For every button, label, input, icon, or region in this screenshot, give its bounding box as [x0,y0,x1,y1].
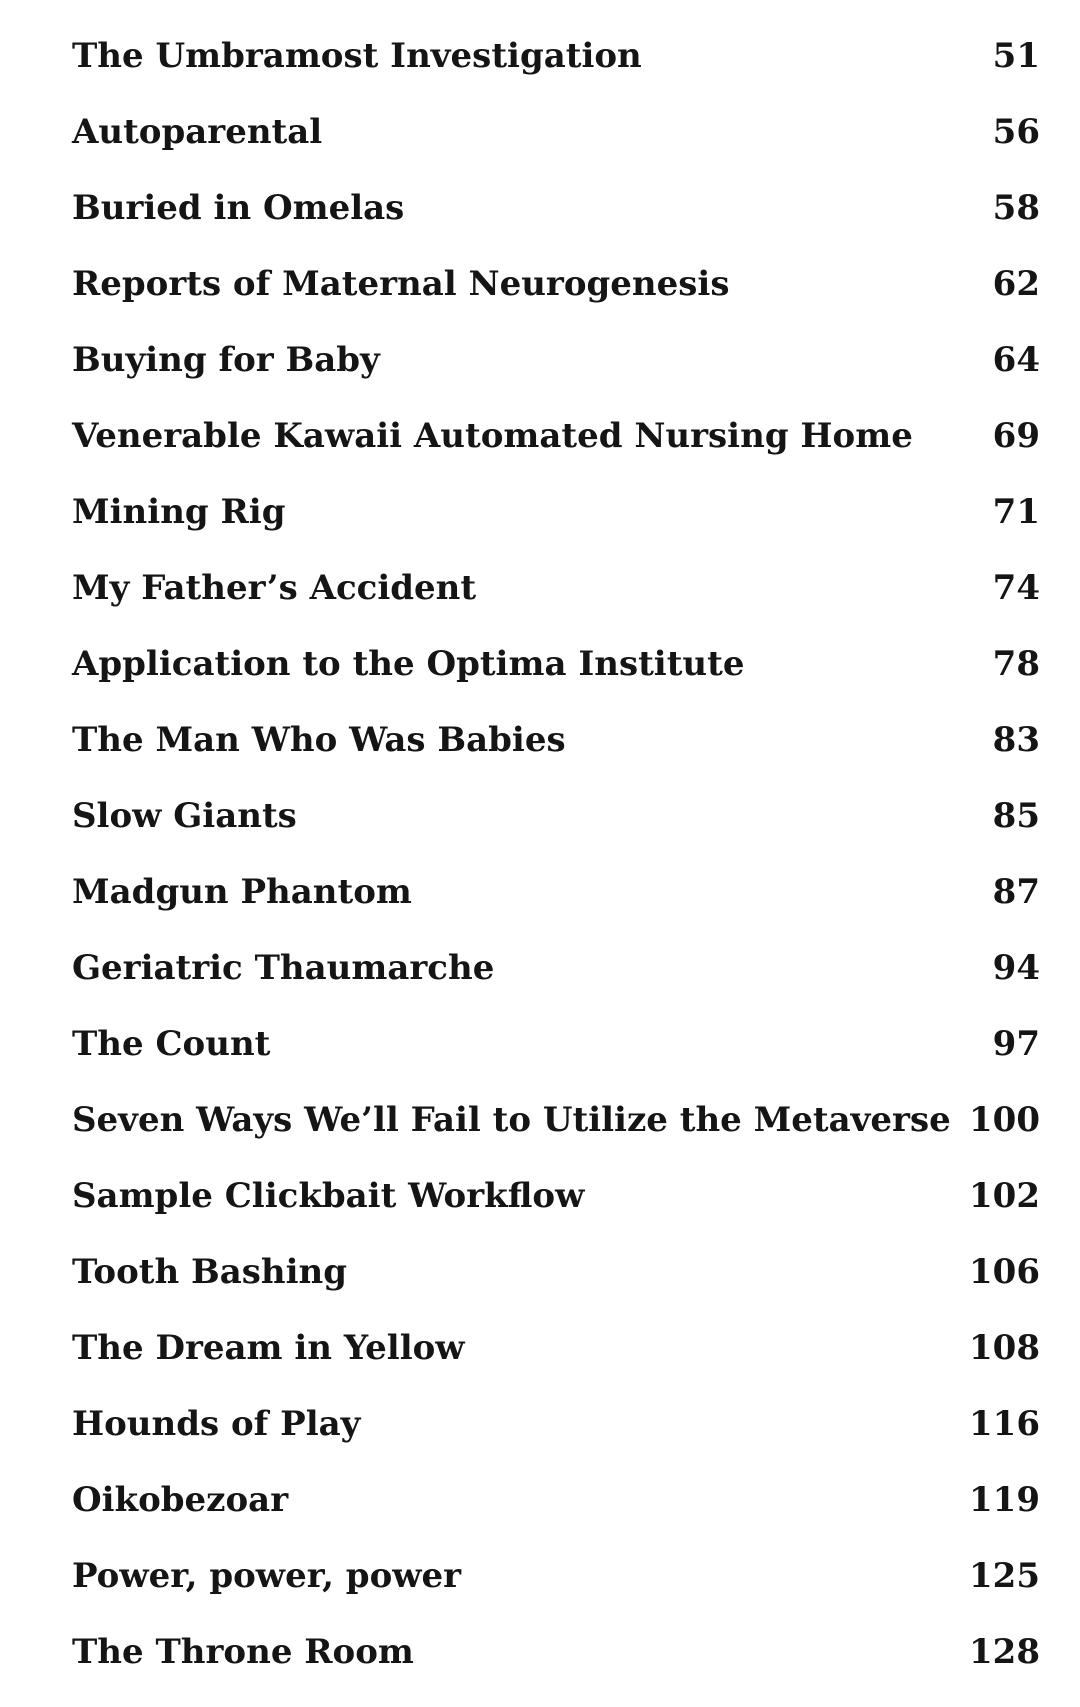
toc-entry [72,1462,1040,1538]
toc-entry-page-number: 119 [969,1480,1040,1520]
toc-entry-page-number: 64 [992,340,1040,380]
toc-entry-page-number: 62 [992,264,1040,304]
toc-entry-page-number: 51 [992,36,1040,76]
toc-entry [72,474,1040,550]
toc-entry [72,550,1040,626]
toc-entry-title: Tooth Bashing [72,1252,348,1292]
toc-entry [72,1234,1040,1310]
toc-entry-title: Autoparental [72,112,323,152]
toc-entry-page-number: 87 [992,872,1040,912]
toc-entry [72,1082,1040,1158]
toc-entry-page-number: 108 [969,1328,1040,1368]
toc-entry-title: Hounds of Play [72,1404,361,1444]
toc-entry [72,702,1040,778]
toc-entry-title: The Count [72,1024,271,1064]
toc-entry [72,1614,1040,1690]
toc-entry [72,626,1040,702]
toc-entry [72,18,1040,94]
toc-entry [72,322,1040,398]
toc-entry-page-number: 56 [992,112,1040,152]
toc-entry-title: Geriatric Thaumarche [72,948,495,988]
toc-entry [72,1158,1040,1234]
toc-entry [72,1386,1040,1462]
toc-entry-title: Sample Clickbait Workflow [72,1176,585,1216]
toc-entry-title: Slow Giants [72,796,297,836]
toc-entry-page-number: 100 [969,1100,1040,1140]
toc-entry-title: The Umbramost Investigation [72,36,642,76]
toc-entry-title: Application to the Optima Institute [72,644,745,684]
toc-entry-title: Buying for Baby [72,340,380,380]
toc-entry-title: Venerable Kawaii Automated Nursing Home [72,416,913,456]
toc-entry [72,778,1040,854]
toc-entry-page-number: 58 [992,188,1040,228]
toc-entry-page-number: 116 [969,1404,1040,1444]
toc-entry-title: The Dream in Yellow [72,1328,465,1368]
toc-entry-title: Madgun Phantom [72,872,412,912]
toc-entry-page-number: 102 [969,1176,1040,1216]
toc-entry-page-number: 106 [969,1252,1040,1292]
toc-entry [72,854,1040,930]
toc-entry-page-number: 78 [992,644,1040,684]
toc-entry [72,246,1040,322]
toc-entry [72,170,1040,246]
toc-entry-title: The Man Who Was Babies [72,720,566,760]
toc-entry [72,94,1040,170]
toc-entry-page-number: 94 [992,948,1040,988]
toc-entry-title: Buried in Omelas [72,188,405,228]
toc-entry-title: Seven Ways We’ll Fail to Utilize the Metaverse [72,1100,951,1140]
toc-entry-page-number: 71 [992,492,1040,532]
toc-entry-title: The Throne Room [72,1632,414,1672]
toc-entry [72,1538,1040,1614]
toc-entry-title: Oikobezoar [72,1480,289,1520]
toc-entry [72,930,1040,1006]
toc-entry-title: My Father’s Accident [72,568,477,608]
toc-entry-page-number: 97 [992,1024,1040,1064]
toc-entry [72,398,1040,474]
toc-entry-page-number: 83 [992,720,1040,760]
toc-entry-title: Power, power, power [72,1556,462,1596]
toc-entry-page-number: 69 [992,416,1040,456]
toc-entry [72,1310,1040,1386]
toc-entry-title: Reports of Maternal Neurogenesis [72,264,730,304]
toc-entry [72,1006,1040,1082]
toc-entry-page-number: 74 [992,568,1040,608]
toc-entry-page-number: 85 [992,796,1040,836]
toc-entry-page-number: 128 [969,1632,1040,1672]
toc-entry-page-number: 125 [969,1556,1040,1596]
toc-entry-title: Mining Rig [72,492,286,532]
